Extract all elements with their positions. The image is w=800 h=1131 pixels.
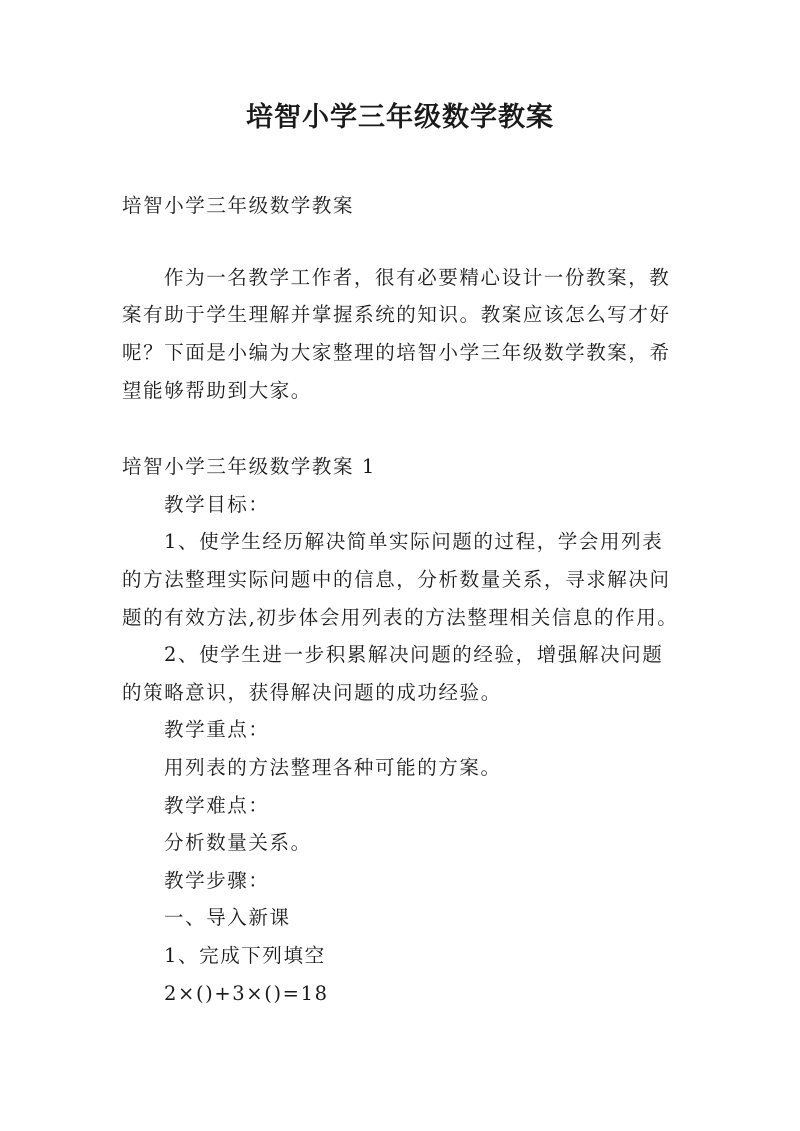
intro-line-1: 作为一名教学工作者，很有必要精心设计一份教案，教	[164, 266, 671, 289]
section-heading: 培智小学三年级数学教案 1	[122, 455, 376, 478]
equation: 2×()+3×()=18	[164, 982, 329, 1005]
goal1-line-3: 题的有效方法,初步体会用列表的方法整理相关信息的作用。	[122, 606, 679, 629]
step1-label: 一、导入新课	[164, 906, 291, 929]
document-title: 培智小学三年级数学教案	[246, 102, 554, 133]
key-text: 用列表的方法整理各种可能的方案。	[164, 756, 502, 779]
intro-line-2: 案有助于学生理解并掌握系统的知识。教案应该怎么写才好	[122, 303, 671, 326]
goal2-line-2: 的策略意识，获得解决问题的成功经验。	[122, 681, 502, 704]
intro-line-3: 呢？下面是小编为大家整理的培智小学三年级数学教案，希	[122, 341, 671, 364]
difficulty-text: 分析数量关系。	[164, 831, 312, 854]
difficulty-label: 教学难点：	[164, 794, 270, 817]
goal2-line-1: 2、使学生进一步积累解决问题的经验，增强解决问题	[164, 643, 664, 666]
steps-label: 教学步骤：	[164, 869, 270, 892]
intro-line-4: 望能够帮助到大家。	[122, 379, 312, 402]
goal1-line-1: 1、使学生经历解决简单实际问题的过程，学会用列表	[164, 530, 664, 553]
goals-label: 教学目标：	[164, 493, 270, 516]
step1-sub: 1、完成下列填空	[164, 944, 326, 967]
document-subtitle: 培智小学三年级数学教案	[122, 194, 355, 217]
key-label: 教学重点：	[164, 718, 270, 741]
goal1-line-2: 的方法整理实际问题中的信息，分析数量关系，寻求解决问	[122, 568, 671, 591]
